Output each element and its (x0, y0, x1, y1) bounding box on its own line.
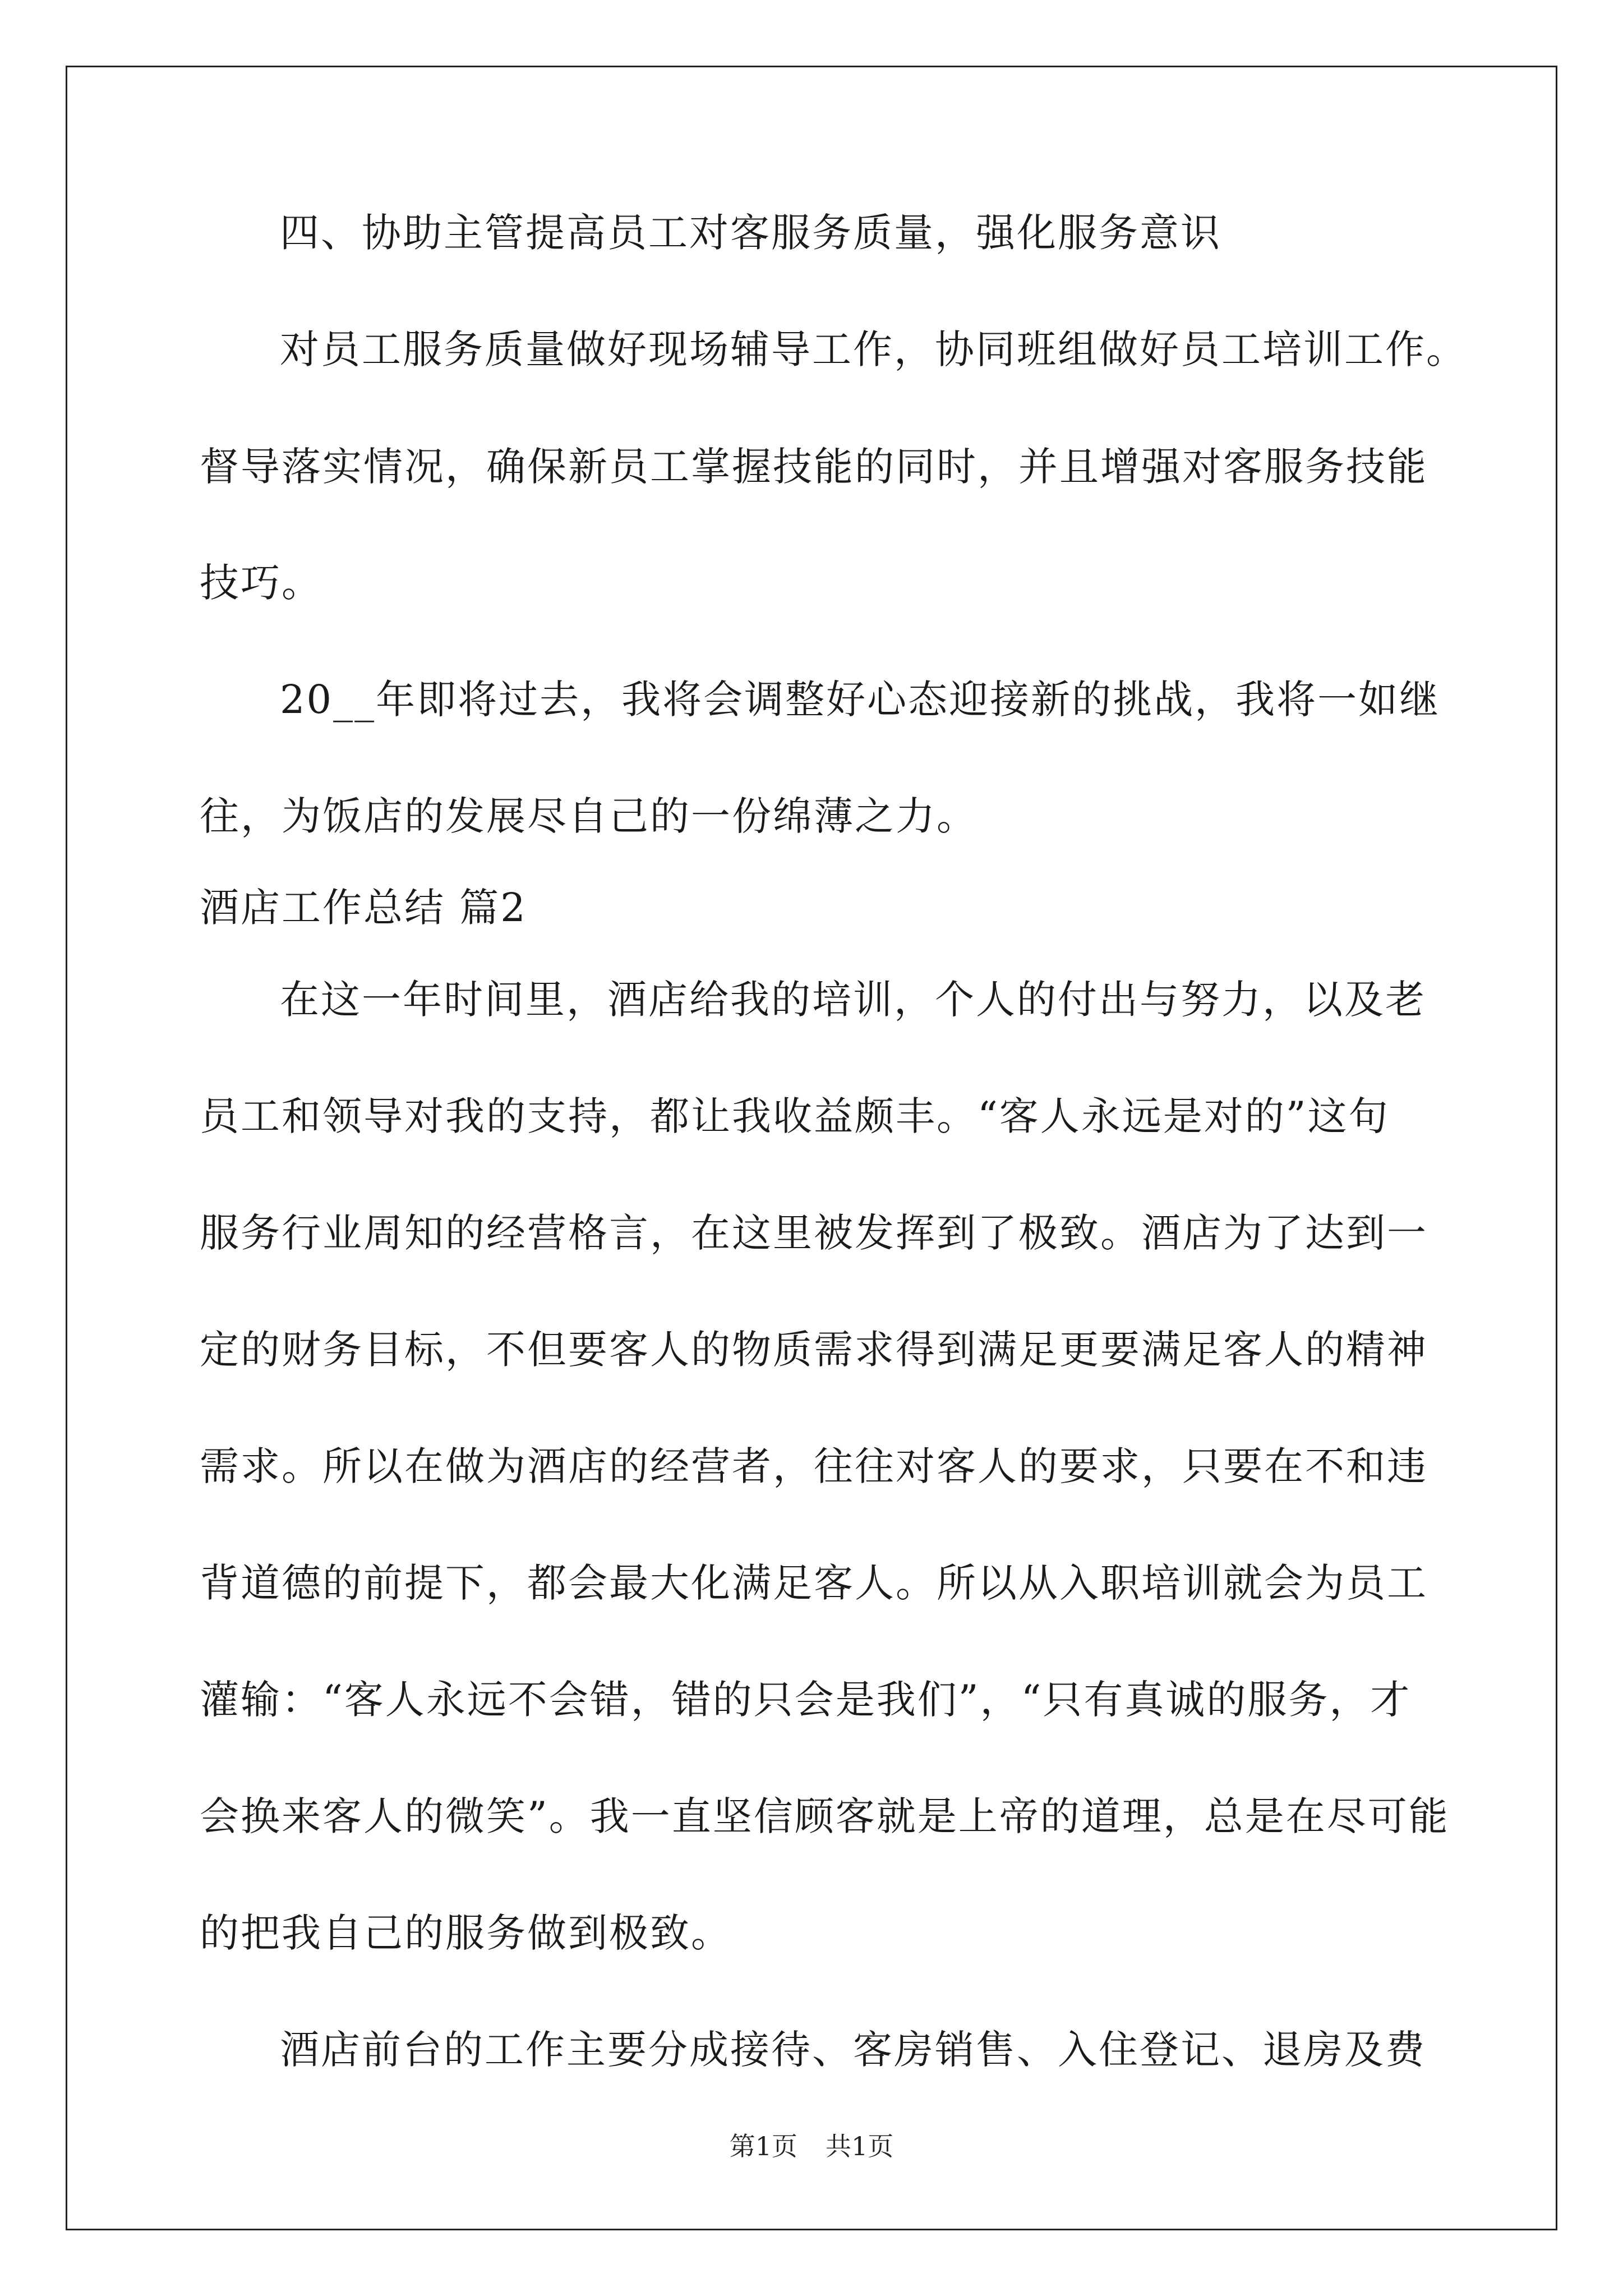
page-border (66, 66, 1557, 2230)
paragraph-line: 技巧。 (200, 560, 322, 606)
paragraph-line: 背道德的前提下，都会最大化满足客人。所以从入职培训就会为员工 (200, 1560, 1428, 1606)
paragraph-line: 定的财务目标，不但要客人的物质需求得到满足更要满足客人的精神 (200, 1327, 1428, 1373)
paragraph-line: 20__年即将过去，我将会调整好心态迎接新的挑战，我将一如继 (280, 677, 1441, 723)
page-total: 共1页 (826, 2131, 894, 2161)
page-current: 第1页 (729, 2131, 797, 2161)
paragraph-line: 灌输：“客人永远不会错，错的只会是我们”，“只有真诚的服务，才 (200, 1677, 1412, 1723)
paragraph-line: 对员工服务质量做好现场辅导工作，协同班组做好员工培训工作。 (280, 326, 1467, 372)
paragraph-line: 在这一年时间里，酒店给我的培训，个人的付出与努力，以及老 (280, 977, 1426, 1023)
paragraph-line: 会换来客人的微笑”。我一直坚信顾客就是上帝的道理，总是在尽可能 (200, 1793, 1450, 1839)
article-title: 酒店工作总结 篇2 (200, 885, 527, 931)
paragraph-line: 的把我自己的服务做到极致。 (200, 1910, 732, 1956)
paragraph-line: 服务行业周知的经营格言，在这里被发挥到了极致。酒店为了达到一 (200, 1210, 1428, 1256)
paragraph-line: 督导落实情况，确保新员工掌握技能的同时，并且增强对客服务技能 (200, 444, 1428, 490)
paragraph-line: 需求。所以在做为酒店的经营者，往往对客人的要求，只要在不和违 (200, 1443, 1428, 1489)
page-footer (0, 2126, 1623, 2163)
paragraph-line: 往，为饭店的发展尽自己的一份绵薄之力。 (200, 793, 978, 839)
section-heading: 四、协助主管提高员工对客服务质量，强化服务意识 (280, 210, 1221, 256)
paragraph-line: 员工和领导对我的支持，都让我收益颇丰。“客人永远是对的”这句 (200, 1093, 1390, 1139)
paragraph-line: 酒店前台的工作主要分成接待、客房销售、入住登记、退房及费 (280, 2027, 1426, 2073)
